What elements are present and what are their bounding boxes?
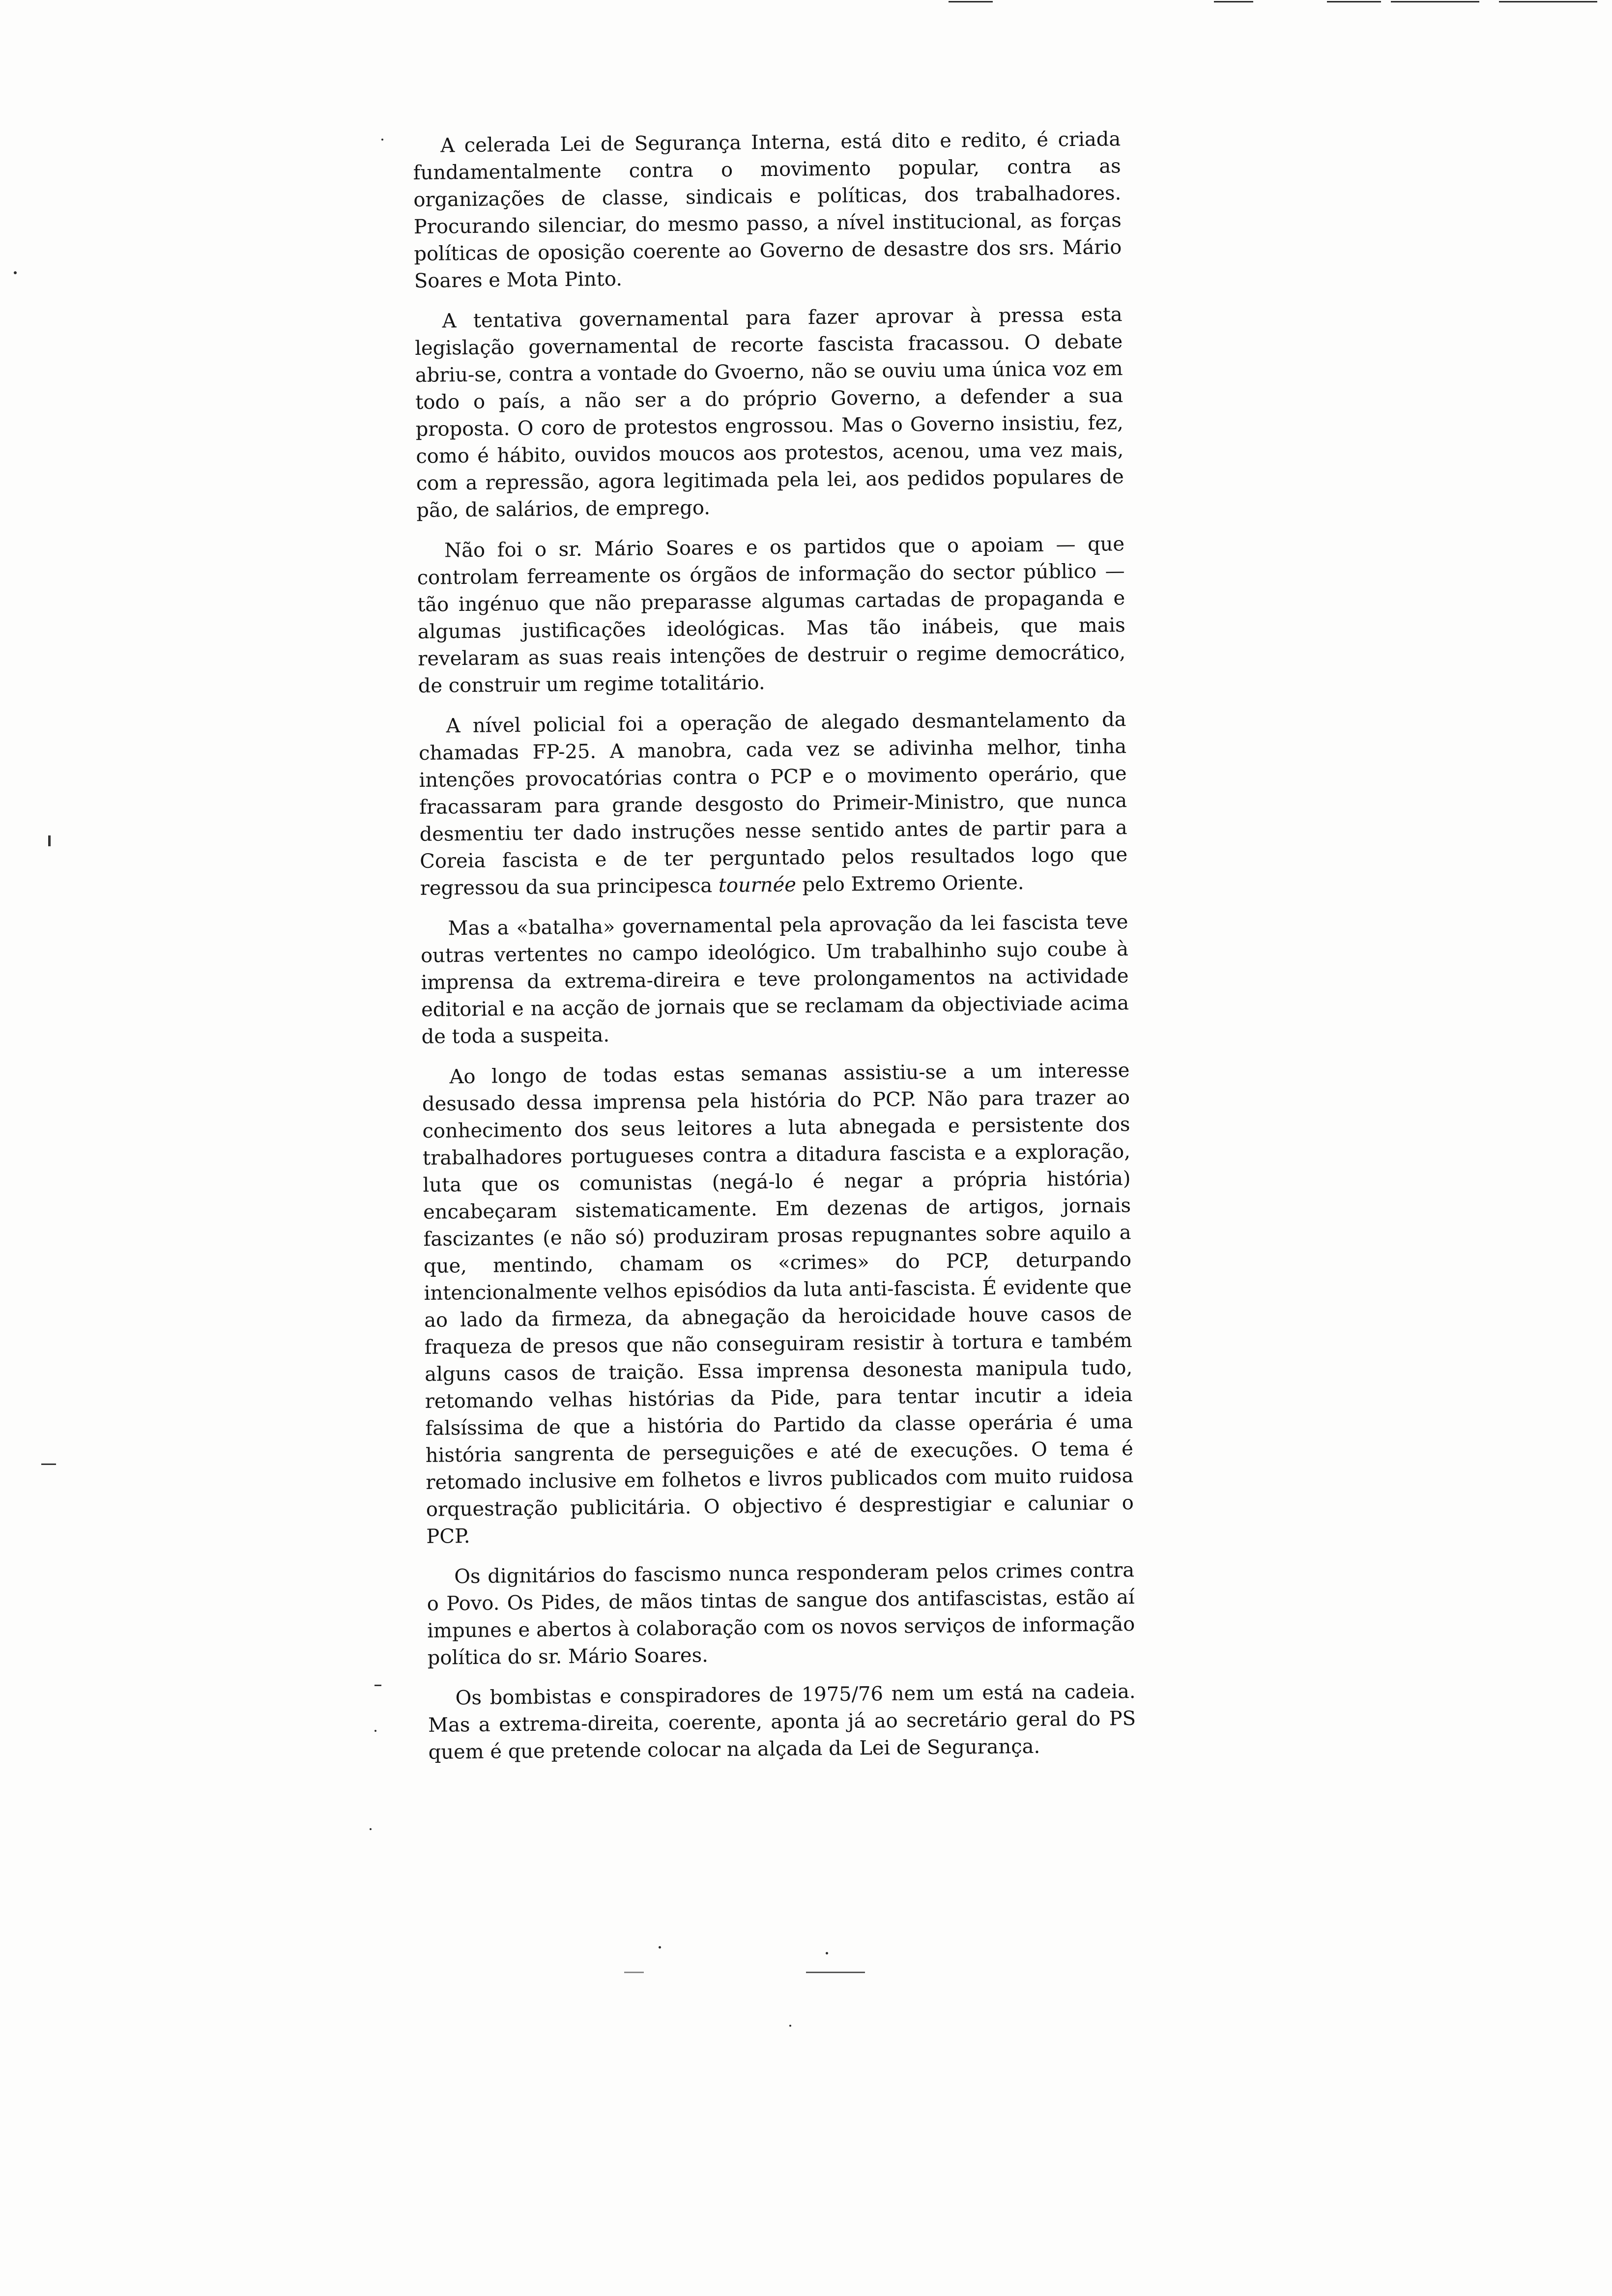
paragraph-4-italic: tournée: [718, 873, 797, 897]
paragraph-6: Ao longo de todas estas semanas assistiu-se a um interesse desusado dessa imprensa pela história do PCP. Não para trazer ao conhecimento dos seus leitores a luta abnegada e persistente dos trabalhadores portugueses contra a ditadura fascista e a exploração, luta que os comunistas (negá-lo é negar a própria história) encabeçaram sistematicamente. Em dezenas de artigos, jornais fascizantes (e não só) produziram prosas repugnantes sobre aquilo a que, mentindo, chamam os «crimes» do PCP, deturpando intencionalmente velhos episódios da luta anti-fascista. É evidente que ao lado da firmeza, da abnegação da heroicidade houve casos de fraqueza de presos que não conseguiram resistir à tortura e também alguns casos de traição. Essa imprensa desonesta manipula tudo, retomando velhas histórias da Pide, para tentar incutir a ideia falsíssima de que a história do Partido da classe operária é uma história sangrenta de perseguições e até de execuções. O tema é retomado inclusive em folhetos e livros publicados com muito ruidosa orquestração publicitária. O objectivo é desprestigiar e caluniar o PCP.: [422, 1059, 1134, 1548]
scan-artifact-speck: [789, 2025, 791, 2027]
scan-artifact-speck: [374, 1730, 376, 1732]
scan-artifact-speck: [826, 1952, 828, 1954]
paragraph-4-tail: pelo Extremo Oriente.: [802, 871, 1024, 896]
scan-artifact-rule: [1499, 1, 1597, 2]
paragraph-5: Mas a «batalha» governamental pela aprovação da lei fascista teve outras vertentes no campo ideológico. Um trabalhinho sujo coube à imprensa da extrema-direira e teve prolongamentos na actividade editorial e na acção de jornais que se reclamam da objectiviade acima de toda a suspeita.: [420, 911, 1129, 1048]
scan-artifact-rule: [949, 1, 993, 2]
scan-artifact-mark: [624, 1972, 644, 1973]
paragraph-1: A celerada Lei de Segurança Interna, está dito e redito, é criada fundamentalmente contra o movimento popular, contra as organizações de classe, sindicais e políticas, dos trabalhadores. Procurando silenciar, do mesmo passo, a nível institucional, as forças políticas de oposição coerente ao Governo de desastre dos srs. Mário Soares e Mota Pinto.: [413, 128, 1122, 292]
paragraph-4: [418, 706, 1128, 902]
article-body: [413, 126, 1136, 1779]
paragraph-3: Não foi o sr. Mário Soares e os partidos que o apoiam — que controlam ferreamente os órgãos de informação do sector público — tão ingénuo que não preparasse algumas cartadas de propaganda e algumas justificações ideológicas. Mas tão inábeis, que mais revelaram as suas reais intenções de destruir o regime democrático, de construir um regime totalitário.: [417, 533, 1126, 697]
scan-artifact-speck: [381, 139, 383, 141]
scan-artifact-speck: [370, 1828, 372, 1830]
scan-artifact-mark: [48, 835, 51, 846]
paragraph-7: Os dignitários do fascismo nunca responderam pelos crimes contra o Povo. Os Pides, de mãos tintas de sangue dos antifascistas, estão aí impunes e abertos à colaboração com os novos serviços de informação política do sr. Mário Soares.: [427, 1559, 1135, 1669]
scan-artifact-mark: [374, 1685, 381, 1686]
scan-artifact-mark: [806, 1972, 865, 1973]
scan-artifact-rule: [1391, 1, 1479, 2]
scan-artifact-rule: [1327, 1, 1381, 2]
scan-artifact-mark: [41, 1464, 56, 1465]
paragraph-8: Os bombistas e conspiradores de 1975/76 nem um está na cadeia. Mas a extrema-direita, coerente, aponta já ao secretário geral do PS quem é que pretende colocar na alçada da Lei de Segurança.: [428, 1680, 1136, 1764]
scan-artifact-speck: [659, 1946, 661, 1949]
scan-artifact-speck: [14, 271, 17, 274]
scan-artifact-rule: [1214, 1, 1253, 2]
paragraph-2: A tentativa governamental para fazer aprovar à pressa esta legislação governamental de recorte fascista fracassou. O debate abriu-se, contra a vontade do Gvoerno, não se ouviu uma única voz em todo o país, a não ser a do próprio Governo, a defender a sua proposta. O coro de protestos engrossou. Mas o Governo insistiu, fez, como é hábito, ouvidos moucos aos protestos, acenou, uma vez mais, com a repressão, agora legitimada pela lei, aos pedidos populares de pão, de salários, de emprego.: [414, 303, 1124, 522]
paragraph-4-text: A nível policial foi a operação de alegado desmantelamento da chamadas FP-25. A manobra, cada vez se adivinha melhor, tinha intenções provocatórias contra o PCP e o movimento operário, que fracassaram para grande desgosto do Primeir-Ministro, que nunca desmentiu ter dado instruções nesse sentido antes de partir para a Coreia fascista e de ter perguntado pelos resultados logo que regressou da sua principesca: [418, 708, 1128, 900]
